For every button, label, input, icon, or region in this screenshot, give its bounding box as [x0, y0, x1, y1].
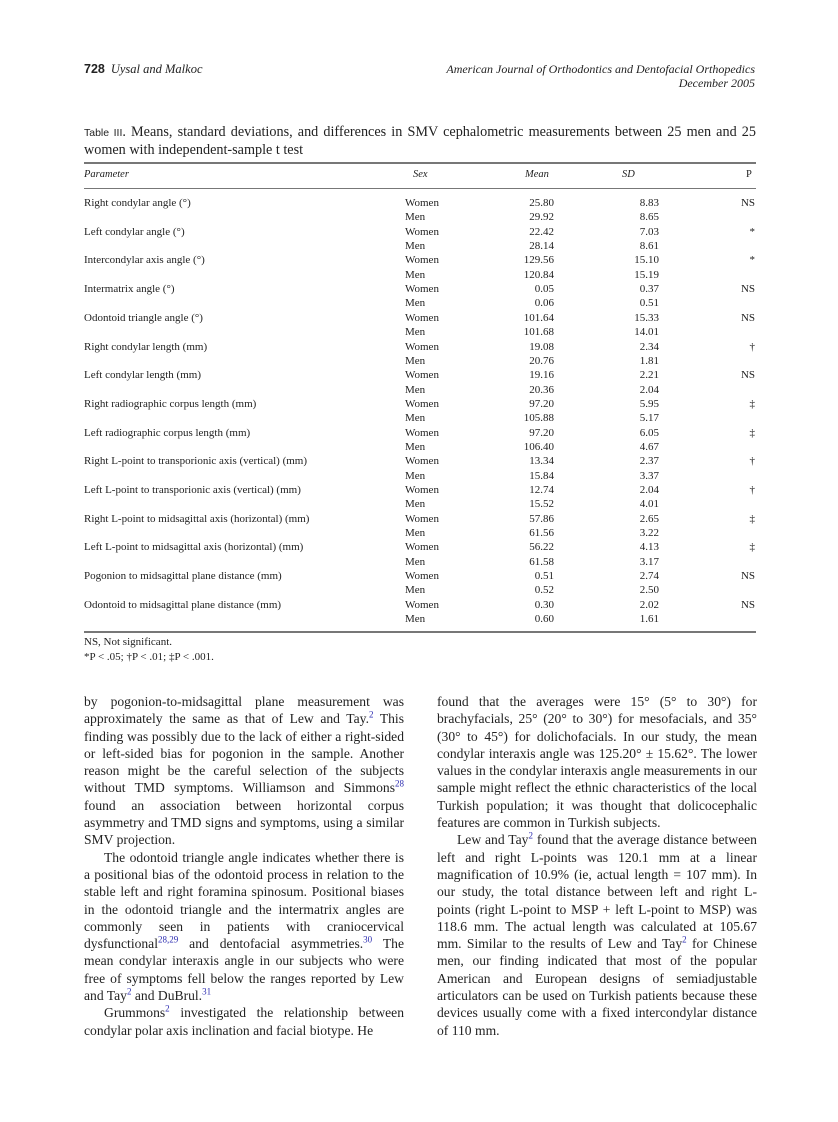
mean-cell: 0.06	[534, 297, 554, 310]
mean-cell: 20.76	[529, 354, 554, 367]
mean-cell: 57.86	[529, 512, 554, 525]
mean-cell: 20.36	[529, 383, 554, 396]
mean-cell: 29.92	[529, 211, 554, 224]
table-caption	[84, 124, 756, 159]
footnote-p-values: *P < .05; †P < .01; ‡P < .001.	[84, 651, 214, 663]
sd-cell: 15.10	[634, 254, 659, 267]
p-value-cell: NS	[740, 598, 755, 611]
sd-cell: 1.61	[639, 613, 659, 626]
sd-cell: 6.05	[639, 426, 659, 439]
mean-cell: 61.58	[529, 555, 554, 568]
sd-cell: 4.13	[639, 541, 659, 554]
table-bottom-rule	[84, 631, 756, 633]
table-caption-text: . Means, standard deviations, and differences in SMV cephalometric measurements between 25 men and 25 women with independent-sample t test	[84, 124, 756, 158]
parameter-cell: Left L-point to transporionic axis (vertical) (mm)	[84, 484, 301, 496]
sex-cell: Men	[405, 613, 426, 626]
text-run: and dentofacial asymmetries.	[178, 936, 364, 952]
table-top-rule	[84, 162, 756, 164]
text-run: Lew and Tay	[457, 832, 529, 848]
mean-cell: 97.20	[529, 397, 554, 410]
journal-name: American Journal of Orthodontics and Dentofacial Orthopedics	[446, 62, 755, 76]
mean-cell: 19.16	[529, 369, 554, 382]
text-run: found an association between horizontal corpus asymmetry and TMD signs and symptoms, using a similar SMV projection.	[84, 797, 404, 848]
sex-cell: Men	[405, 469, 426, 482]
sex-cell: Men	[405, 211, 426, 224]
col-header-mean: Mean	[525, 169, 549, 180]
sd-cell: 2.37	[639, 455, 659, 468]
sd-cell: 2.21	[639, 369, 659, 382]
citation-ref[interactable]: 2	[682, 934, 687, 945]
sex-cell: Women	[405, 426, 439, 439]
mean-cell: 0.05	[534, 283, 554, 296]
mean-cell: 12.74	[529, 484, 554, 496]
table-header-rule	[84, 188, 756, 189]
sd-cell: 4.67	[639, 440, 659, 453]
parameter-cell: Right condylar angle (°)	[84, 197, 191, 209]
sd-cell: 1.81	[639, 354, 659, 367]
running-header-left	[84, 62, 203, 77]
sd-cell: 3.37	[639, 469, 659, 482]
mean-cell: 15.52	[529, 498, 554, 511]
mean-cell: 19.08	[529, 340, 554, 353]
body-column-right	[437, 693, 757, 1039]
p-value-cell: NS	[740, 570, 755, 583]
citation-ref[interactable]: 28,29	[158, 934, 179, 945]
parameter-cell: Right radiographic corpus length (mm)	[84, 397, 257, 410]
sex-cell: Men	[405, 383, 426, 396]
col-header-sd: SD	[622, 169, 635, 180]
p-value-cell: †	[749, 455, 755, 468]
text-run: for Chinese men, our finding indicated that most of the popular American and European designs of semiadjustable articulators can be used on Turkish patients because these devices usually come with a fixed intercondylar distance of 110 mm.	[437, 936, 757, 1038]
mean-cell: 0.52	[534, 584, 554, 597]
sex-cell: Women	[405, 397, 439, 410]
mean-cell: 0.51	[534, 570, 554, 583]
col-header-p: P	[746, 169, 752, 180]
p-value-cell: *	[749, 225, 755, 238]
sex-cell: Men	[405, 498, 426, 511]
sex-cell: Women	[405, 254, 439, 267]
mean-cell: 106.40	[523, 440, 554, 453]
sex-cell: Men	[405, 584, 426, 597]
paragraph	[437, 831, 757, 1039]
mean-cell: 0.60	[534, 613, 554, 626]
citation-ref[interactable]: 28	[395, 778, 404, 789]
mean-cell: 61.56	[529, 527, 554, 540]
sex-cell: Women	[405, 570, 439, 583]
sex-cell: Women	[405, 369, 439, 382]
authors: Uysal and Malkoc	[110, 62, 203, 76]
sd-cell: 2.34	[639, 340, 659, 353]
paragraph	[84, 1004, 404, 1039]
sd-cell: 2.74	[639, 570, 659, 583]
text-run: Grummons	[104, 1005, 166, 1021]
text-run: The odontoid triangle angle indicates whether there is a positional bias of the odontoid process in relation to the stable left and right foramina spinosum. Positional biases in the odontoid triangle and the intermatrix angles are commonly seen in patients with craniocervical dysfunctional	[84, 849, 404, 952]
sex-cell: Men	[405, 268, 426, 281]
sd-cell: 7.03	[639, 225, 659, 238]
p-value-cell: ‡	[749, 426, 755, 439]
parameter-cell: Left condylar angle (°)	[84, 225, 185, 238]
mean-cell: 13.34	[529, 455, 554, 468]
sex-cell: Men	[405, 240, 426, 253]
citation-ref[interactable]: 31	[202, 986, 212, 997]
sd-cell: 8.83	[639, 197, 659, 209]
p-value-cell: NS	[740, 197, 755, 209]
sex-cell: Women	[405, 512, 439, 525]
sd-cell: 3.17	[639, 555, 659, 568]
parameter-cell: Left radiographic corpus length (mm)	[84, 426, 251, 439]
sd-cell: 5.17	[639, 412, 659, 425]
parameter-cell: Odontoid triangle angle (°)	[84, 311, 203, 324]
parameter-cell: Right condylar length (mm)	[84, 340, 208, 353]
mean-cell: 101.64	[523, 311, 554, 324]
citation-ref[interactable]: 2	[165, 1003, 170, 1014]
mean-cell: 25.80	[529, 197, 554, 209]
parameter-cell: Intermatrix angle (°)	[84, 283, 175, 296]
parameter-cell: Left condylar length (mm)	[84, 369, 201, 382]
sex-cell: Women	[405, 225, 439, 238]
sex-cell: Women	[405, 598, 439, 611]
citation-ref[interactable]: 30	[363, 934, 373, 945]
sd-cell: 8.61	[639, 240, 659, 253]
text-run: This finding was possibly due to the lack of either a right-sided or left-sided bias for pogonion in the sample. Another reason might be the careful selection of the subjects without TMD symptoms. Williamson and Simmons	[84, 711, 404, 796]
sex-cell: Men	[405, 354, 426, 367]
parameter-cell: Left L-point to midsagittal axis (horizontal) (mm)	[84, 541, 304, 554]
p-value-cell: NS	[740, 369, 755, 382]
p-value-cell: *	[749, 254, 755, 267]
mean-cell: 101.68	[523, 326, 554, 339]
p-value-cell: NS	[740, 283, 755, 296]
body-column-left	[84, 693, 404, 1039]
sd-cell: 2.50	[639, 584, 659, 597]
sex-cell: Men	[405, 297, 426, 310]
col-header-sex: Sex	[413, 169, 428, 180]
sex-cell: Men	[405, 555, 426, 568]
mean-cell: 28.14	[529, 240, 554, 253]
sd-cell: 15.19	[634, 268, 659, 281]
text-run: investigated the relationship between condylar polar axis inclination and facial biotype. He	[84, 1005, 404, 1038]
col-header-parameter: Parameter	[84, 169, 129, 180]
p-value-cell: †	[749, 484, 755, 496]
sd-cell: 0.37	[639, 283, 659, 296]
mean-cell: 120.84	[523, 268, 554, 281]
sex-cell: Women	[405, 197, 439, 209]
sd-cell: 2.65	[639, 512, 659, 525]
p-value-cell: ‡	[749, 397, 755, 410]
sd-cell: 3.22	[639, 527, 659, 540]
sd-cell: 5.95	[639, 397, 659, 410]
parameter-cell: Right L-point to midsagittal axis (horizontal) (mm)	[84, 512, 310, 525]
mean-cell: 129.56	[523, 254, 554, 267]
citation-ref[interactable]: 2	[368, 709, 374, 720]
sex-cell: Women	[405, 311, 439, 324]
sex-cell: Women	[405, 283, 439, 296]
paragraph	[84, 849, 404, 1005]
sex-cell: Women	[405, 340, 439, 353]
sex-cell: Men	[405, 440, 426, 453]
sd-cell: 2.02	[639, 598, 659, 611]
footnote-ns: NS, Not significant.	[84, 636, 172, 648]
sd-cell: 2.04	[639, 484, 659, 496]
text-run: by pogonion-to-midsagittal plane measurement was approximately the same as that of Lew and Tay.	[84, 694, 404, 727]
parameter-cell: Odontoid to midsagittal plane distance (mm)	[84, 598, 282, 611]
p-value-cell: NS	[740, 311, 755, 324]
sd-cell: 14.01	[634, 326, 659, 339]
mean-cell: 97.20	[529, 426, 554, 439]
p-value-cell: †	[749, 340, 755, 353]
mean-cell: 105.88	[523, 412, 554, 425]
parameter-cell: Right L-point to transporionic axis (vertical) (mm)	[84, 455, 308, 468]
running-header-right	[446, 62, 755, 90]
mean-cell: 56.22	[529, 541, 554, 554]
sd-cell: 0.51	[639, 297, 659, 310]
sex-cell: Women	[405, 541, 439, 554]
p-value-cell: ‡	[749, 541, 755, 554]
text-run: found that the average distance between left and right L-points was 120.1 mm at a linear magnification of 10.9% (ie, actual length = 107 mm). In our study, the total distance between left and right L-points (right L-point to MSP + left L-point to MSP) was 118.6 mm. The actual length was calculated at 105.67 mm. Similar to the results of Lew and Tay	[437, 832, 757, 952]
sd-cell: 2.04	[639, 383, 659, 396]
sex-cell: Men	[405, 527, 426, 540]
sex-cell: Women	[405, 484, 439, 496]
mean-cell: 22.42	[529, 225, 554, 238]
citation-ref[interactable]: 2	[528, 830, 533, 841]
paragraph	[437, 693, 757, 831]
mean-cell: 15.84	[529, 469, 554, 482]
sex-cell: Women	[405, 455, 439, 468]
sex-cell: Men	[405, 326, 426, 339]
p-value-cell: ‡	[749, 512, 755, 525]
sex-cell: Men	[405, 412, 426, 425]
citation-ref[interactable]: 2	[126, 986, 132, 997]
text-run: and DuBrul.	[131, 988, 203, 1004]
paragraph	[84, 693, 404, 849]
text-run: found that the averages were 15° (5° to 30°) for brachyfacials, 25° (20° to 30°) for mesofacials, and 35° (30° to 45°) for dolichofacials. In our study, the mean condylar interaxis angle was 125.20° ± 15.62°. The lower values in the condylar interaxis angle measurements in our sample might reflect the ethnic characteristics of the local Turkish population; it was thought that dolicocephalic features are common in Turkish subjects.	[437, 694, 757, 831]
parameter-cell: Intercondylar axis angle (°)	[84, 254, 205, 267]
sd-cell: 4.01	[639, 498, 659, 511]
mean-cell: 0.30	[534, 598, 554, 611]
text-run: The mean condylar interaxis angle in our subjects who were free of symptoms fell below the ranges reported by Lew and Tay	[84, 936, 404, 1004]
issue-date: December 2005	[678, 76, 755, 90]
table-label: Table III	[84, 127, 123, 139]
sd-cell: 15.33	[634, 311, 659, 324]
parameter-cell: Pogonion to midsagittal plane distance (mm)	[84, 570, 282, 583]
page-number: 728	[84, 62, 105, 76]
sd-cell: 8.65	[639, 211, 659, 224]
